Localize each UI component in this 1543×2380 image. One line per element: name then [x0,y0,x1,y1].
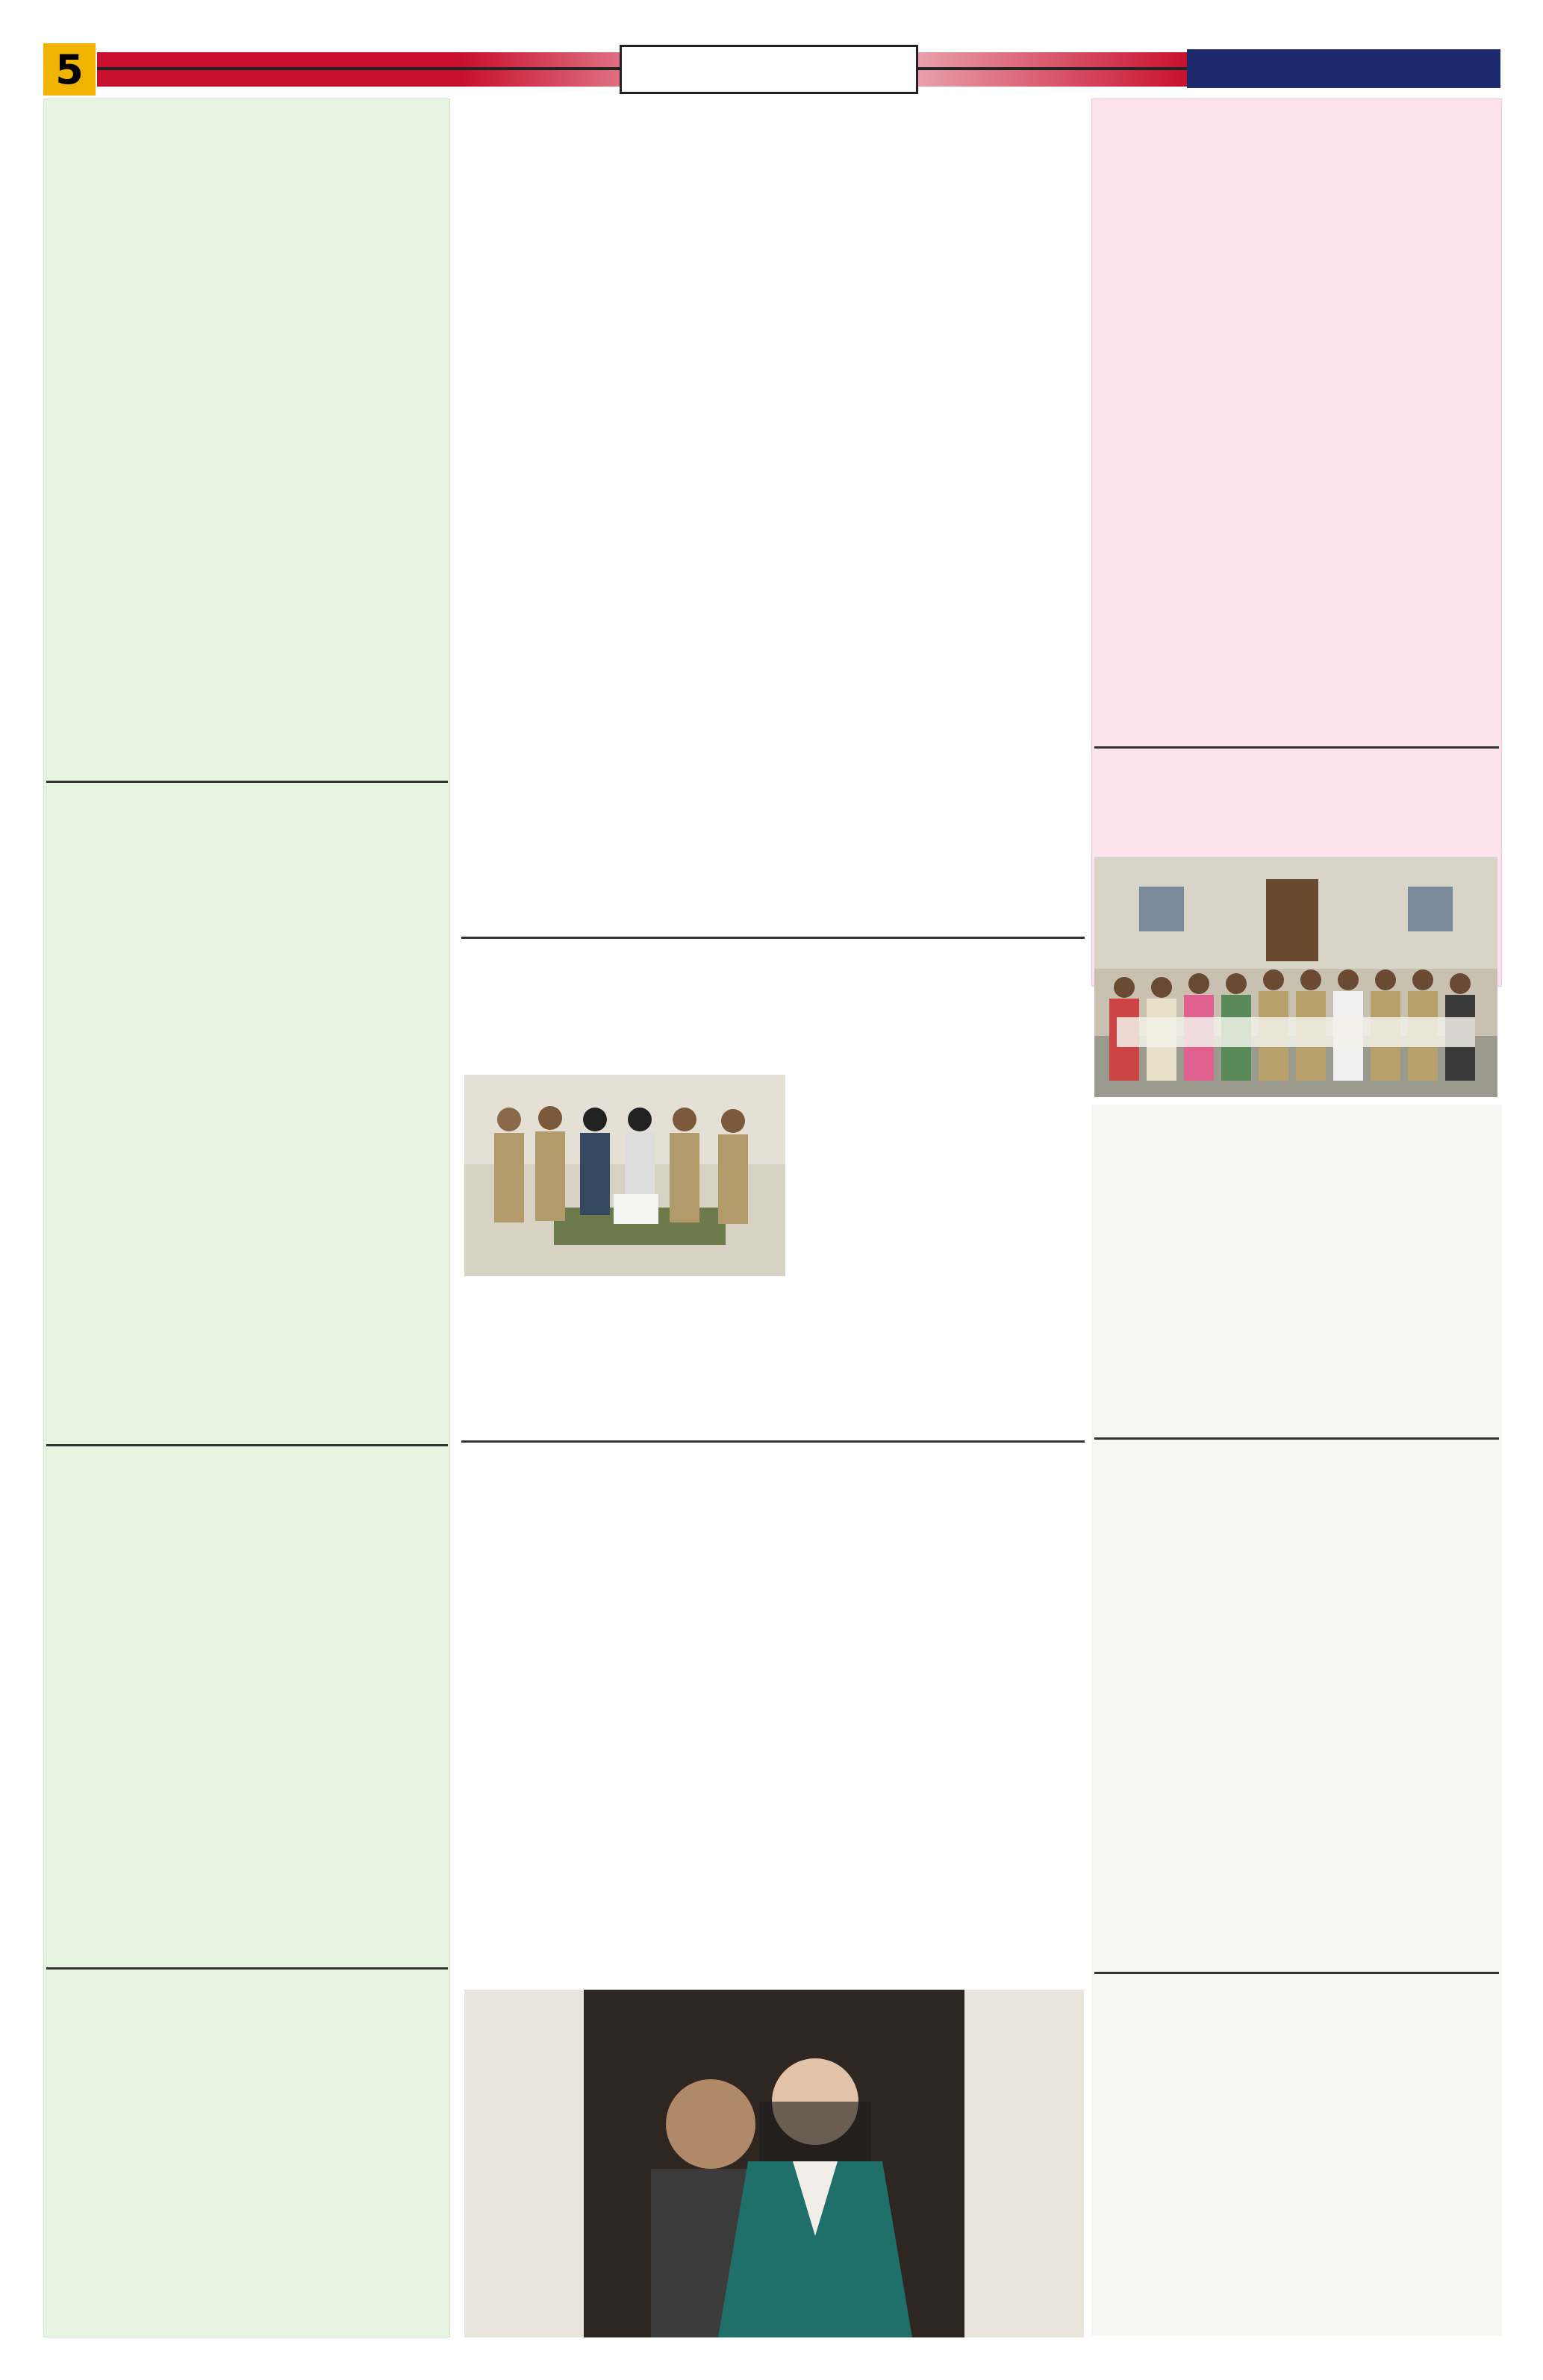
divider [1094,746,1499,749]
awareness-rally-photo [1094,857,1497,1097]
right-story4-body [1097,2117,1496,2333]
divider [46,1967,448,1970]
former-pm-photo [464,1990,1084,2337]
divider [1094,1437,1499,1440]
right-story3-body [1097,1522,1496,1970]
center-story2-body [793,1008,1082,1276]
left-story1-body [49,257,443,779]
divider [46,1444,448,1446]
left-story2-body [49,851,443,1440]
police-press-meet-photo [464,1075,785,1276]
issue-date [1187,49,1500,88]
right-story2-body [1097,1102,1496,1434]
masthead [620,45,918,94]
divider [1094,1972,1499,1974]
divider [46,781,448,783]
divider [461,1440,1085,1443]
page-number: 5 [43,43,96,96]
divider [461,937,1085,939]
left-story3-body [49,1530,443,1963]
center-story2-body-continued [464,1280,1082,1437]
right-story1-body [1097,170,1496,752]
center-story1-body [464,306,1082,933]
left-story4-body [49,2073,443,2334]
center-story3-body [464,1564,1082,1982]
